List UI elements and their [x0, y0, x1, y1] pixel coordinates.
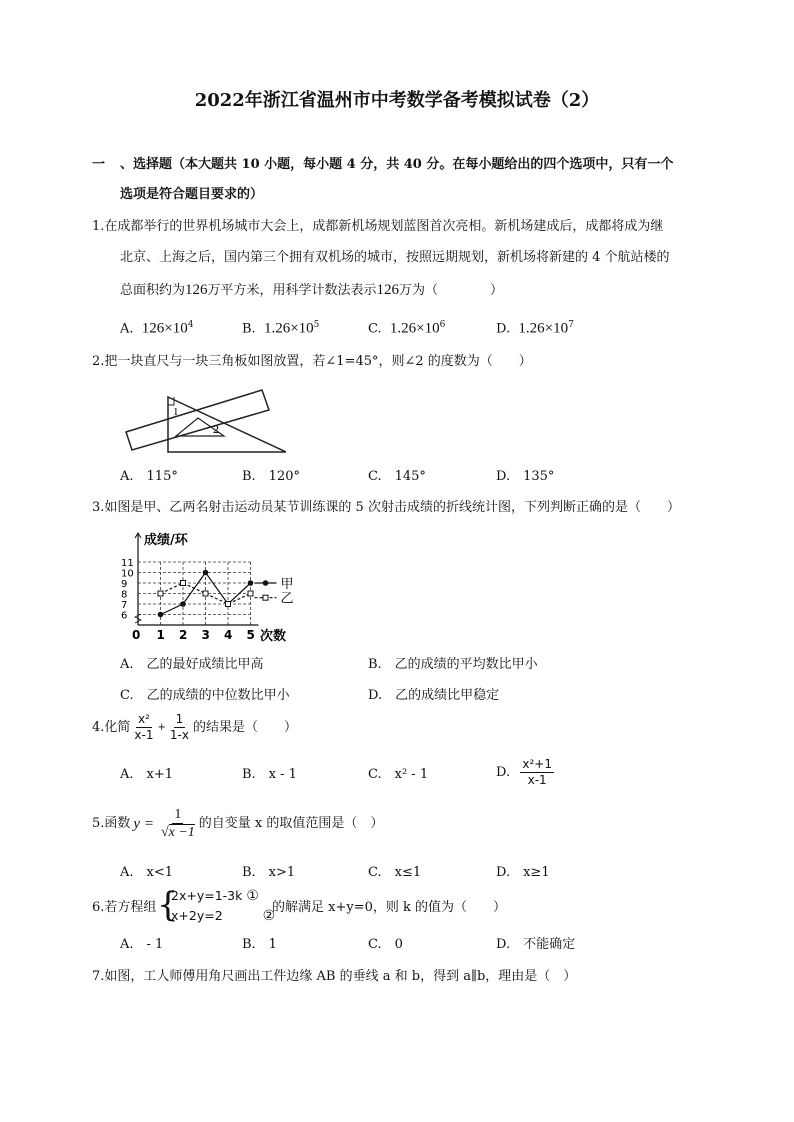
- x-tick-label: 5: [246, 628, 255, 642]
- q5-option-a[interactable]: A. x<1: [120, 865, 174, 880]
- option-label: D.: [496, 764, 511, 780]
- q5-option-d[interactable]: D. x≥1: [496, 865, 550, 880]
- option-value: 1.26×10: [263, 320, 314, 337]
- q1-text-part-a: 总面积约为: [120, 283, 186, 298]
- q7-text: 7.如图，工人师傅用角尺画出工件边缘 AB 的垂线 a 和 b，得到 a∥b，理由是（ ）: [92, 969, 577, 984]
- q4-prefix: 4.化简: [92, 719, 131, 735]
- radicand: x −1: [168, 825, 195, 840]
- option-label: C.: [368, 321, 382, 337]
- q5-question: [92, 806, 383, 841]
- q1-option-d[interactable]: [496, 316, 574, 338]
- ruler-triangle-figure: [118, 380, 286, 454]
- fraction-numerator: 1: [174, 807, 182, 822]
- option-label: B.: [242, 321, 256, 337]
- q3-option-b[interactable]: B. 乙的成绩的平均数比甲小: [368, 657, 538, 672]
- q1-option-a[interactable]: [120, 316, 194, 338]
- q5-suffix: 的自变量 x 的取值范围是（ ）: [198, 815, 384, 831]
- x-tick-label: 4: [224, 628, 233, 642]
- fraction-numerator: 1: [175, 712, 184, 726]
- q5-prefix: 5.函数: [92, 815, 131, 831]
- y-tick-label: 10: [121, 568, 134, 580]
- q1-number-126-a: 126: [185, 282, 208, 298]
- y-tick-label: 11: [121, 558, 134, 569]
- q6-eq2: [171, 908, 275, 924]
- option-label: A.: [120, 321, 134, 337]
- angle-1-label: 1: [173, 406, 179, 418]
- option-value: 1.26×10: [518, 320, 569, 337]
- q1-text-part-b: 万平方米，用科学计数法表示: [207, 283, 377, 298]
- q4-fraction-1: [132, 712, 155, 743]
- fraction-denominator: √x −1: [160, 825, 195, 840]
- section-instruction-line2: 选项是符合题目要求的）: [120, 187, 264, 202]
- q4-option-d-fraction: [520, 757, 554, 788]
- option-exponent: 5: [313, 320, 320, 330]
- equation-1: 2x+y=1-3k: [171, 888, 243, 903]
- option-exponent: 7: [568, 320, 574, 330]
- option-value: 126×10: [141, 320, 188, 337]
- y-tick-label: 9: [121, 579, 128, 590]
- equation-2: x+2y=2: [171, 908, 223, 923]
- angle-2-label: 2: [213, 422, 219, 436]
- point-jia: [248, 580, 254, 586]
- q1-option-c[interactable]: [368, 316, 445, 338]
- q2-option-d[interactable]: D. 135°: [496, 469, 555, 484]
- q3-option-d[interactable]: D. 乙的成绩比甲稳定: [368, 688, 500, 703]
- q2-option-b[interactable]: B. 120°: [242, 469, 300, 484]
- legend-label-jia: 甲: [280, 577, 294, 592]
- point-jia: [180, 601, 186, 607]
- x-axis-label: 次数: [260, 629, 287, 644]
- x-tick-label: 2: [179, 628, 188, 642]
- q6-option-a[interactable]: A. - 1: [120, 937, 164, 952]
- q5-fraction: [159, 806, 197, 841]
- section-number: 一: [92, 157, 106, 172]
- q1-number-126-b: 126: [376, 282, 400, 298]
- fraction-numerator: x²: [137, 712, 150, 726]
- x-tick-label: 0: [132, 628, 141, 642]
- option-label: D.: [496, 321, 511, 337]
- point-yi: [203, 591, 208, 596]
- option-exponent: 4: [187, 320, 194, 330]
- q6-option-c[interactable]: C. 0: [368, 937, 403, 952]
- q6-option-b[interactable]: B. 1: [242, 937, 277, 952]
- q6-eq1: [171, 888, 259, 904]
- q4-option-d[interactable]: [496, 757, 556, 788]
- page-title: 2022年浙江省温州市中考数学备考模拟试卷（2）: [194, 90, 600, 111]
- q2-text: 2.把一块直尺与一块三角板如图放置，若∠1=45°，则∠2 的度数为（ ）: [92, 354, 532, 369]
- point-jia: [158, 612, 164, 618]
- q4-option-a[interactable]: A. x+1: [120, 767, 174, 782]
- score-line-chart: [118, 530, 303, 645]
- q4-option-c[interactable]: C. x² - 1: [368, 767, 429, 782]
- q2-option-c[interactable]: C. 145°: [368, 469, 426, 484]
- equation-1-mark: ①: [246, 888, 259, 904]
- q5-option-c[interactable]: C. x≤1: [368, 865, 422, 880]
- fraction-denominator: x-1: [134, 728, 154, 742]
- q4-plus: +: [157, 721, 166, 733]
- legend-label-yi: 乙: [280, 591, 294, 607]
- y-tick-label: 7: [121, 600, 128, 611]
- q1-option-b[interactable]: [242, 316, 319, 338]
- ruler-shape: [126, 390, 269, 450]
- fraction-denominator: 1-x: [169, 728, 189, 742]
- q1-text-part-c: 万为（ ）: [399, 283, 504, 298]
- fraction-numerator: x²+1: [522, 757, 552, 771]
- point-jia: [203, 570, 209, 576]
- legend-marker-jia: [263, 580, 269, 586]
- q5-option-b[interactable]: B. x>1: [242, 865, 296, 880]
- q4-option-b[interactable]: B. x - 1: [242, 767, 297, 782]
- point-yi: [181, 581, 186, 586]
- q6-suffix: 的解满足 x+y=0，则 k 的值为（ ）: [272, 900, 507, 915]
- q3-option-a[interactable]: A. 乙的最好成绩比甲高: [120, 657, 264, 672]
- y-axis-label: 成绩/环: [144, 533, 188, 548]
- y-tick-label: 6: [121, 610, 128, 622]
- q4-suffix: 的结果是（ ）: [192, 719, 297, 735]
- option-value: 1.26×10: [389, 320, 440, 337]
- q4-question: [92, 712, 297, 743]
- q1-text-line1: 1.在成都举行的世界机场城市大会上，成都新机场规划蓝图首次亮相。新机场建成后，成都将成为继: [92, 219, 664, 234]
- equation-2-mark: ②: [262, 908, 276, 924]
- q1-text-line3: [120, 281, 503, 300]
- triangle-plate-outer: [168, 397, 286, 452]
- q6-brace: {: [157, 885, 179, 925]
- q1-text-line2: 北京、上海之后，国内第三个拥有双机场的城市，按照远期规划，新机场将新建的 4 个航站楼的: [120, 250, 670, 265]
- q3-option-c[interactable]: C. 乙的成绩的中位数比甲小: [120, 688, 290, 703]
- x-tick-label: 3: [201, 628, 210, 642]
- x-tick-label: 1: [156, 628, 165, 642]
- option-exponent: 6: [439, 320, 446, 330]
- q3-text: 3.如图是甲、乙两名射击运动员某节训练课的 5 次射击成绩的折线统计图，下列判断正确的是（ ）: [92, 500, 680, 515]
- q4-fraction-2: [168, 712, 191, 743]
- point-yi: [158, 591, 163, 596]
- fraction-denominator: x-1: [527, 773, 547, 787]
- legend-marker-yi: [263, 595, 268, 600]
- point-yi: [248, 591, 253, 596]
- q6-prefix: 6.若方程组: [92, 900, 157, 915]
- q5-y-equals: y =: [133, 815, 154, 832]
- q2-option-a[interactable]: A. 115°: [120, 469, 178, 484]
- y-tick-label: 8: [121, 589, 128, 601]
- section-instruction-line1: 、选择题（本大题共 10 小题，每小题 4 分，共 40 分。在每小题给出的四个选项中，只有一个: [120, 157, 674, 172]
- point-yi: [226, 602, 231, 607]
- axis-break: [135, 614, 141, 623]
- q6-option-d[interactable]: D. 不能确定: [496, 937, 576, 952]
